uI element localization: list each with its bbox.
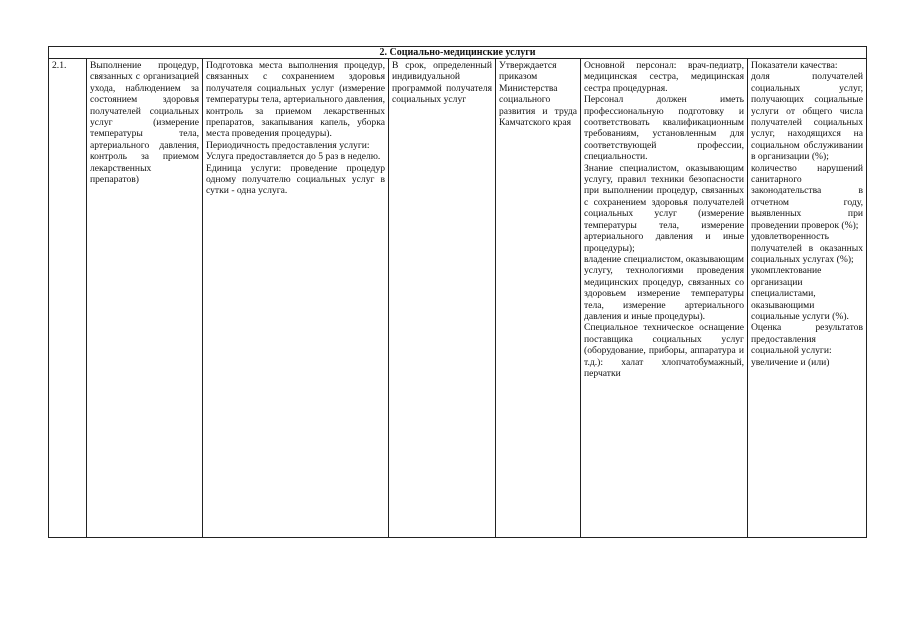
quality-paragraph: укомплектование организации специалистами, оказывающими социальные услуги (%). (751, 265, 849, 322)
conditions-paragraph: Специальное техническое оснащение поставщика социальных услуг (оборудование, приборы, аппаратура и т.д.): халат хлопчатобумажный, перчатки (584, 322, 744, 379)
description-cell (203, 59, 389, 538)
service-name: Выполнение процедур, связанных с организацией ухода, наблюдением за состоянием здоровья получателей социальных услуг (измерение температуры тела, артериального давления, контроль за приемом лекарственных препаратов) (90, 60, 199, 186)
conditions-paragraph: Знание специалистом, оказывающим услугу, правил техники безопасности при выполнении процедур, связанных с сохранением здоровья получателей социальных услуг (измерение температуры тела, измерение артериального давления и иные процедуры); (584, 162, 744, 254)
conditions-paragraph: Персонал должен иметь профессиональную подготовку и соответствовать квалификационным требованиям, установленным для соответствующей профессии, специальности. (584, 94, 744, 163)
quality-paragraph: Показатели качества: (751, 60, 838, 71)
conditions-cell (581, 59, 748, 538)
row-number: 2.1. (52, 60, 67, 71)
description-paragraph: Единица услуги: проведение процедур одному получателю социальных услуг в сутки - одна услуга. (206, 162, 385, 197)
tariff-text: Утверждается приказом Министерства социального развития и труда Камчатского края (499, 60, 577, 129)
description-paragraph: Услуга предоставляется до 5 раз в неделю. (206, 151, 381, 163)
description-paragraph: Периодичность предоставления услуги: (206, 139, 370, 151)
section-title: 2. Социально-медицинские услуги (49, 47, 867, 59)
quality-cell (748, 59, 867, 538)
service-name-cell (87, 59, 203, 538)
document-page (48, 46, 866, 538)
table-row (49, 59, 867, 538)
term-cell (389, 59, 496, 538)
term-text: В срок, определенный индивидуальной программой получателя социальных услуг (392, 60, 492, 106)
quality-paragraph: увеличение и (или) (751, 356, 830, 368)
services-table (48, 46, 867, 538)
quality-paragraph: Оценка результатов предоставления социальной услуги: (751, 322, 863, 357)
quality-paragraph: количество нарушений санитарного законодательства в отчетном году, выявленных при проведении проверок (%); (751, 162, 863, 231)
conditions-paragraph: владение специалистом, оказывающим услугу, технологиями проведения медицинских процедур, связанных со здоровьем измерение температуры тела, измерение артериального давления и иные процедуры). (584, 253, 744, 322)
row-number-cell (49, 59, 87, 538)
conditions-paragraph: Основной персонал: врач-педиатр, медицинская сестра, медицинская сестра процедурная. (584, 60, 744, 94)
tariff-cell (496, 59, 581, 538)
quality-paragraph: доля получателей социальных услуг, получающих социальные услуги от общего числа получателей социальных услуг, находящихся на социальном обслуживании в организации (%); (751, 71, 863, 163)
section-header-row (49, 47, 867, 59)
description-paragraph: Подготовка места выполнения процедур, связанных с сохранением здоровья получателя социальных услуг (измерение температуры тела, артериального давления, контроль за приемом лекарственных препаратов, закапывания капель, уборка места проведения процедуры). (206, 60, 385, 140)
quality-paragraph: удовлетворенность получателей в оказанных социальных услугах (%); (751, 231, 863, 265)
